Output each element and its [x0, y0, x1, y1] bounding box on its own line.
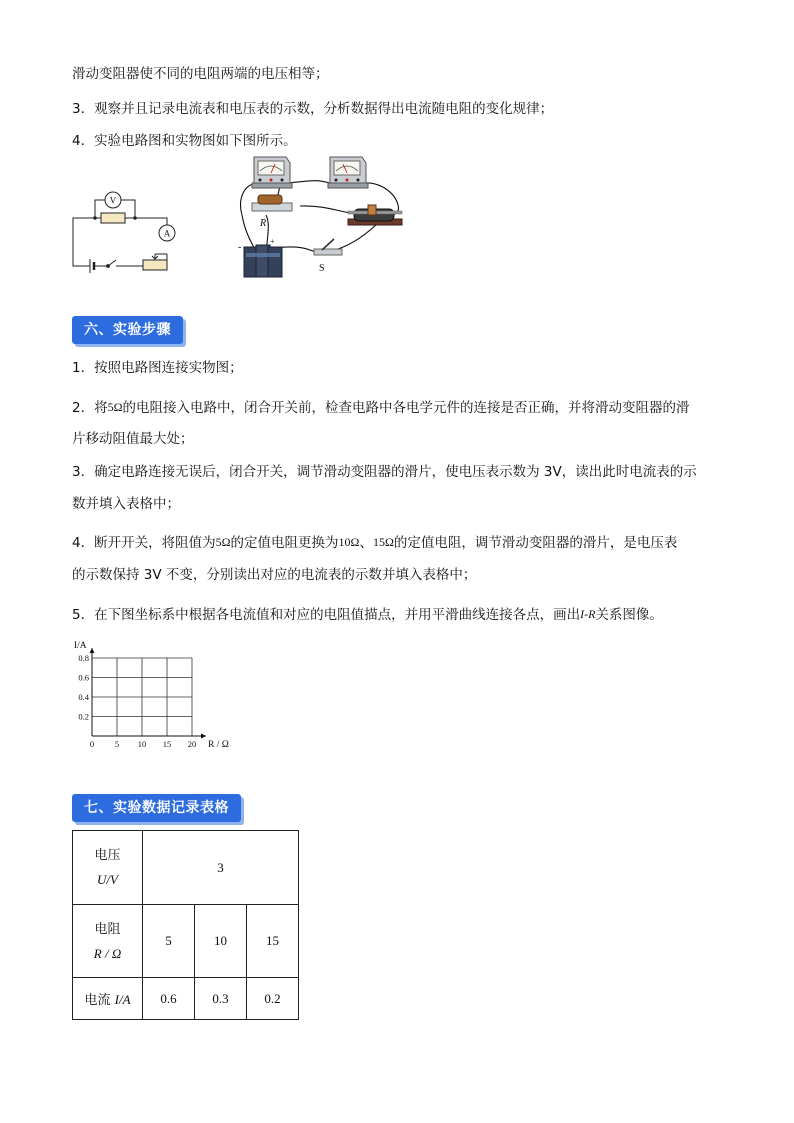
x-tick-label: 5 — [114, 739, 120, 749]
switch-device — [314, 239, 342, 255]
rheostat-symbol — [143, 260, 167, 270]
voltage-unit: U/V — [97, 872, 118, 887]
step-4-line-2: 的示数保持 3V 不变，分别读出对应的电流表的示数并填入表格中； — [72, 567, 477, 583]
table-cell: 0.2 — [247, 978, 299, 1020]
resistor-device — [252, 195, 292, 211]
y-tick-label: 0.6 — [78, 672, 89, 683]
step-3-line-2: 数并填入表格中； — [72, 496, 180, 512]
voltmeter-symbol — [105, 192, 121, 208]
apparatus-illustration — [230, 153, 420, 283]
step-1: 1．按照电路图连接实物图； — [72, 360, 243, 376]
paragraph-line: 滑动变阻器使不同的电阻两端的电压相等； — [72, 66, 329, 82]
switch-symbol — [107, 260, 116, 267]
battery-plus-label: + — [270, 237, 275, 246]
y-tick-label: 0.4 — [78, 692, 89, 702]
battery-symbol — [90, 259, 100, 273]
battery-device — [244, 245, 282, 277]
rheostat-device — [348, 205, 402, 225]
step-5: 5．在下图坐标系中根据各电流值和对应的电阻值描点，并用平滑曲线连接各点，画出I-R关系图像。 — [72, 607, 663, 623]
i-r-coordinate-grid — [68, 636, 248, 754]
resistor-symbol — [101, 213, 125, 223]
data-record-table — [72, 830, 299, 1020]
step-4-line-1: 4．断开开关，将阻值为5Ω的定值电阻更换为10Ω、15Ω的定值电阻，调节滑动变阻器的滑片，是电压表 — [72, 535, 678, 551]
x-axis-arrow — [201, 734, 206, 739]
current-header-cell: 电流 I/A — [73, 978, 143, 1020]
table-cell: 0.3 — [195, 978, 247, 1020]
x-axis-label: R / Ω — [208, 740, 229, 750]
table-cell: 10 — [195, 905, 247, 978]
voltage-value-cell: 3 — [143, 831, 299, 905]
resistance-header-cell — [73, 905, 143, 978]
x-tick-label: 0 — [89, 739, 95, 749]
x-tick-label: 20 — [187, 739, 197, 749]
resistance-unit: R / Ω — [93, 945, 122, 961]
step-3-line-1: 3．确定电路连接无误后，闭合开关，调节滑动变阻器的滑片，使电压表示数为 3V，读出此时电流表的示 — [72, 464, 697, 480]
y-tick-label: 0.8 — [78, 653, 89, 663]
section-heading-data-table: 七、实验数据记录表格 — [72, 794, 241, 822]
table-row-resistance — [73, 905, 299, 978]
ammeter-device — [252, 157, 292, 188]
ammeter-symbol — [159, 225, 175, 241]
y-axis-label: I/A — [74, 641, 87, 651]
x-tick-label: 10 — [137, 739, 147, 749]
table-cell: 5 — [143, 905, 195, 978]
table-cell: 0.6 — [143, 978, 195, 1020]
y-axis-arrow — [90, 648, 95, 653]
procedure-item-4: 4．实验电路图和实物图如下图所示。 — [72, 133, 297, 149]
table-cell: 15 — [247, 905, 299, 978]
x-tick-label: 15 — [162, 739, 172, 749]
battery-minus-label: - — [238, 242, 242, 253]
table-row-current — [73, 978, 299, 1020]
svg-text:A: A — [163, 228, 171, 239]
resistance-label: 电阻 — [94, 921, 121, 937]
switch-label: S — [319, 263, 325, 274]
voltage-header-cell — [73, 831, 143, 905]
voltmeter-device — [328, 157, 368, 188]
procedure-item-3: 3．观察并且记录电流表和电压表的示数，分析数据得出电流随电阻的变化规律； — [72, 101, 554, 117]
step-2-line-1: 2．将5Ω的电阻接入电路中，闭合开关前，检查电路中各电学元件的连接是否正确，并将滑动变阻器的滑 — [72, 400, 690, 416]
step-2-line-2: 片移动阻值最大处； — [72, 431, 194, 447]
resistor-label: R — [260, 218, 267, 229]
svg-text:V: V — [109, 195, 117, 206]
table-row-voltage — [73, 831, 299, 905]
y-tick-label: 0.2 — [78, 711, 89, 722]
circuit-diagram — [68, 188, 178, 276]
voltage-label: 电压 — [94, 848, 121, 863]
section-heading-experiment-steps: 六、实验步骤 — [72, 316, 183, 344]
